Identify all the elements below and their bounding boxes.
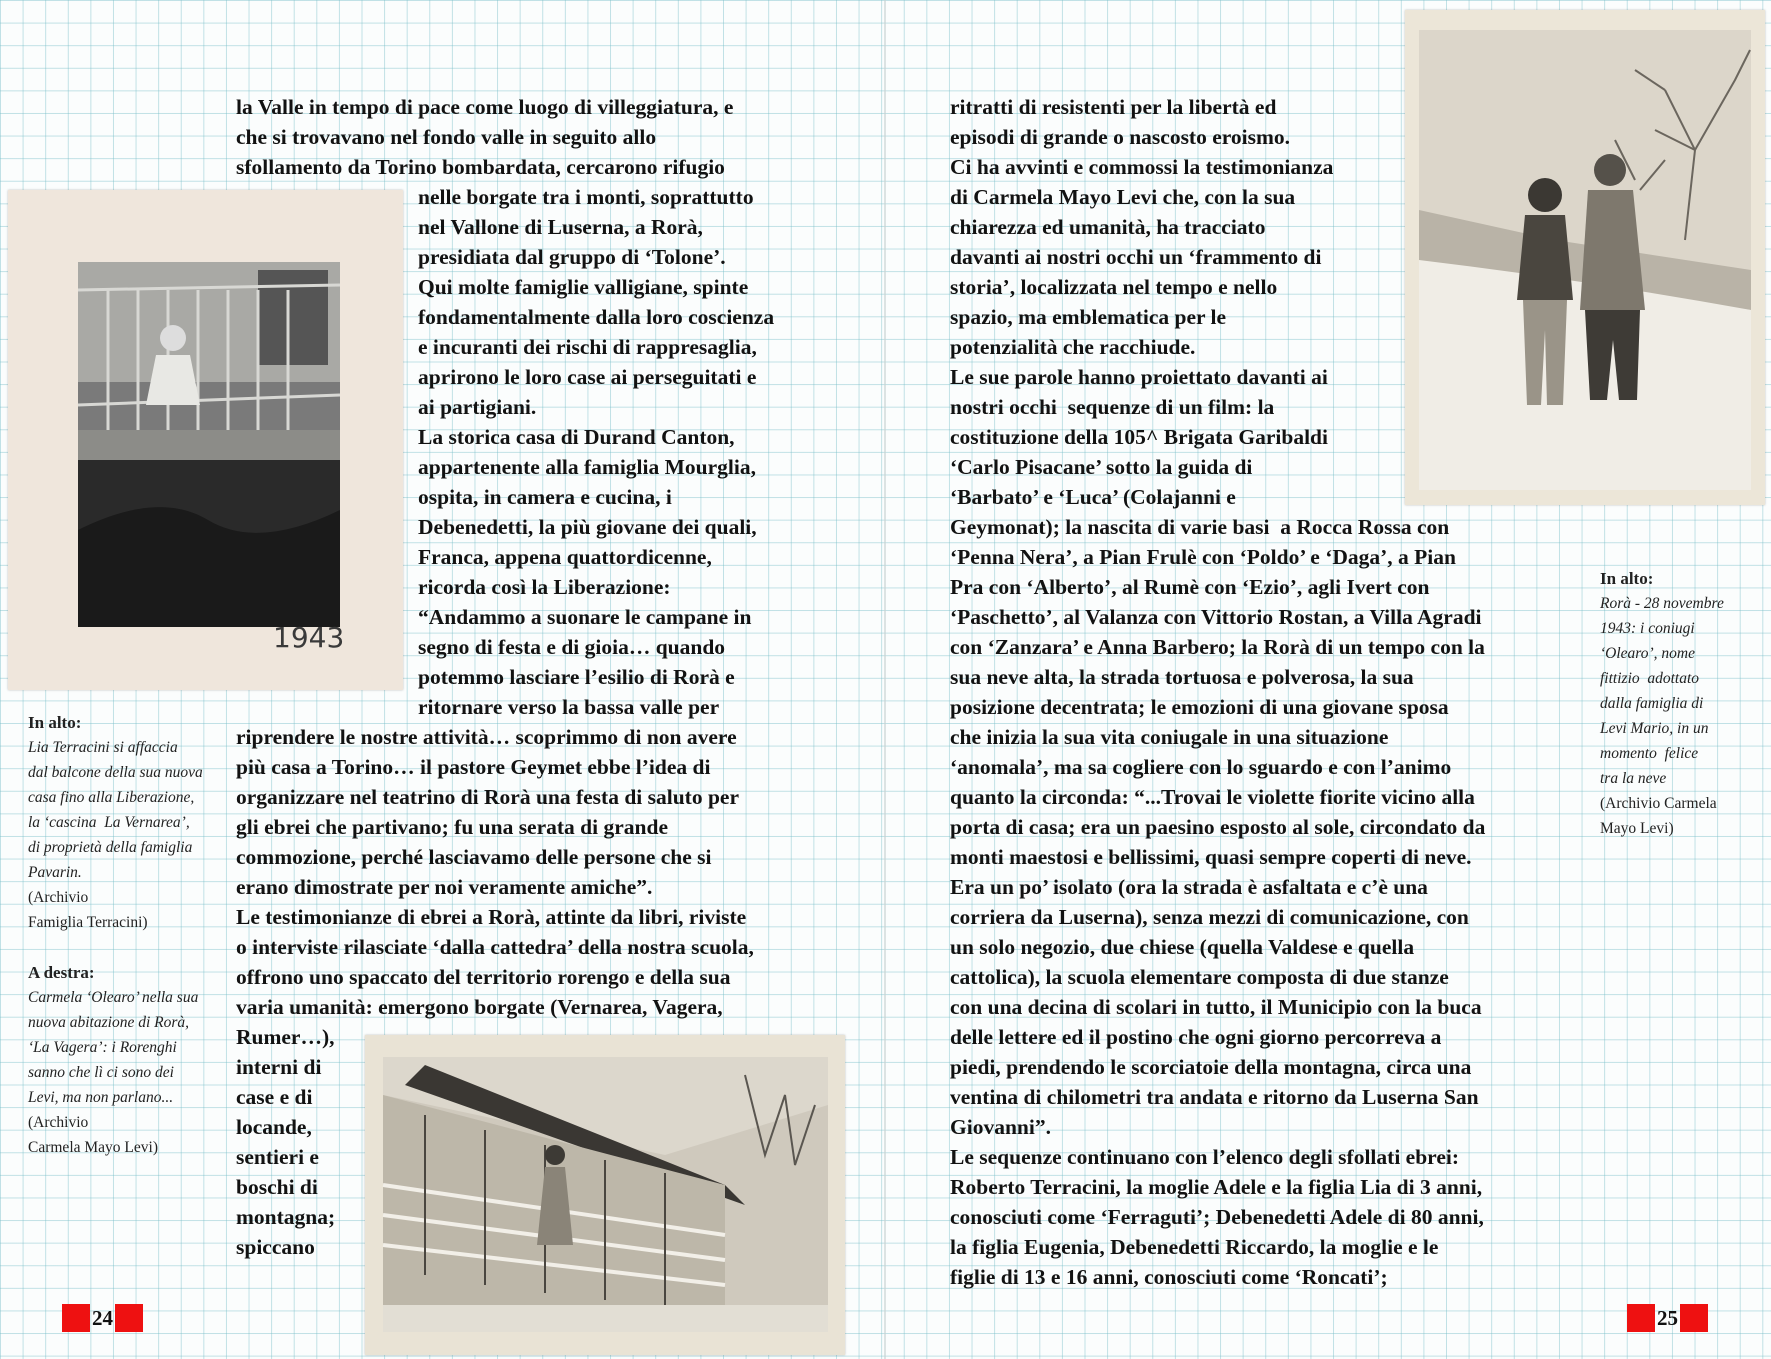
left-column-full: riprendere le nostre attività… scoprimmo di non avere più casa a Torino… il pastore Geymet ebbe l’idea di organizzare nel teatrino di Rorà una festa di saluto per gli ebrei che partivano; fu una serata di grande commozione, perché lasciavamo delle persone che si erano dimostrate per noi veramente amiche”. Le testimonianze di ebrei a Rorà, attinte da libri, riviste o interviste rilasciate ‘dalla cattedra’ della nostra scuola, offrono uno spaccato del territorio rorengo e della sua varia umanità: emergono borgate (Vernarea, Vagera, Rumer…), bbox=[236, 725, 754, 1049]
caption-top-left bbox=[28, 710, 203, 935]
red-square-icon bbox=[62, 1304, 90, 1332]
photo-woman-on-balcony-image bbox=[365, 1035, 845, 1355]
caption-body: Rorà - 28 novembre 1943: i coniugi ‘Olearo’, nome fittizio adottato dalla famiglia di Levi Mario, in un momento felice tra la neve bbox=[1600, 595, 1724, 787]
left-column-narrow: interni di case e di locande, sentieri e boschi di montagna; spiccano bbox=[236, 1055, 336, 1259]
page-number-right bbox=[1627, 1302, 1708, 1334]
photo-couple-in-snow-image bbox=[1405, 10, 1765, 505]
photo-child-on-balcony bbox=[8, 190, 403, 690]
photo-year-label: 1943 bbox=[273, 621, 345, 654]
caption-heading: In alto: bbox=[28, 713, 82, 732]
red-square-icon bbox=[115, 1304, 143, 1332]
red-square-icon bbox=[1627, 1304, 1655, 1332]
caption-body: Lia Terracini si affaccia dal balcone della sua nuova casa fino alla Liberazione, la ‘cascina La Vernarea’, di proprietà della famiglia Pavarin. bbox=[28, 739, 203, 881]
caption-credit: (Archivio Famiglia Terracini) bbox=[28, 889, 148, 931]
caption-credit: (Archivio Carmela Mayo Levi) bbox=[28, 1114, 158, 1156]
page-number-text: 25 bbox=[1657, 1305, 1678, 1330]
photo-couple-in-snow bbox=[1405, 10, 1765, 505]
right-column-full: Geymonat); la nascita di varie basi a Rocca Rossa con ‘Penna Nera’, a Pian Frulè con ‘Poldo’ e ‘Daga’, a Pian Pra con ‘Alberto’, al Rumè con ‘Ezio’, agli Ivert con ‘Paschetto’, al Valanza con Vittorio Rostan, a Villa Agradi con ‘Zanzara’ e Anna Barbero; la Rorà di un tempo con la sua neve alta, la strada tortuosa e polverosa, la sua posizione decentrata; le emozioni di una giovane sposa che inizia la sua vita coniugale in una situazione ‘anomala’, ma sa cogliere con lo sguardo e con l’animo quanto la circonda: “...Trovai le violette fiorite vicino alla porta di casa; era un paesino esposto al sole, circondato da monti maestosi e bellissimi, quasi sempre coperti di neve. Era un po’ isolato (ora la strada è asfaltata e c’è una corriera da Luserna), senza mezzi di comunicazione, con un solo negozio, due chiese (quella Valdese e quella cattolica), la scuola elementare composta di due stanze con una decina di scolari in tutto, il Municipio con la buca delle lettere ed il postino che ogni giorno percorreva a piedi, prendendo le scorciatoie della montagna, circa una ventina di chilometri tra andata e ritorno da Luserna San Giovanni”. Le sequenze continuano con l’elenco degli sfollati ebrei: Roberto Terracini, la moglie Adele e la figlia Lia di 3 anni, conosciuti come ‘Ferraguti’; Debenedetti Adele di 80 anni, la figlia Eugenia, Debenedetti Riccardo, la moglie e le figlie di 13 e 16 anni, conosciuti come ‘Roncati’; bbox=[950, 515, 1486, 1289]
right-page bbox=[885, 0, 1771, 1359]
caption-body: Carmela ‘Olearo’ nella sua nuova abitazione di Rorà, ‘La Vagera’: i Rorenghi sanno che lì ci sono dei Levi, ma non parlano... bbox=[28, 989, 199, 1106]
caption-right-left bbox=[28, 960, 198, 1160]
page-number-left bbox=[62, 1302, 143, 1334]
caption-credit: (Archivio Carmela Mayo Levi) bbox=[1600, 795, 1717, 837]
left-column-indented: nelle borgate tra i monti, soprattutto nel Vallone di Luserna, a Rorà, presidiata dal gruppo di ‘Tolone’. Qui molte famiglie valligiane, spinte fondamentalmente dalla loro coscienza e incuranti dei rischi di rappresaglia, aprirono le loro case ai perseguitati e ai partigiani. La storica casa di Durand Canton, appartenente alla famiglia Mourglia, ospita, in camera e cucina, i Debenedetti, la più giovane dei quali, Franca, appena quattordicenne, ricorda così la Liberazione: “Andammo a suonare le campane in segno di festa e di gioia… quando potemmo lasciare l’esilio di Rorà e ritornare verso la bassa valle per bbox=[418, 185, 775, 719]
page-number-text: 24 bbox=[92, 1305, 113, 1330]
left-page bbox=[0, 0, 885, 1359]
photo-woman-on-balcony bbox=[365, 1035, 845, 1355]
red-square-icon bbox=[1680, 1304, 1708, 1332]
caption-heading: A destra: bbox=[28, 963, 95, 982]
caption-right-page bbox=[1600, 566, 1724, 841]
caption-heading: In alto: bbox=[1600, 569, 1654, 588]
right-column-narrow: ritratti di resistenti per la libertà ed episodi di grande o nascosto eroismo. Ci ha avvinti e commossi la testimonianza di Carmela Mayo Levi che, con la sua chiarezza ed umanità, ha tracciato davanti ai nostri occhi un ‘frammento di storia’, localizzata nel tempo e nello spazio, ma emblematica per le potenzialità che racchiude. Le sue parole hanno proiettato davanti ai nostri occhi sequenze di un film: la costituzione della 105^ Brigata Garibaldi ‘Carlo Pisacane’ sotto la guida di ‘Barbato’ e ‘Luca’ (Colajanni e bbox=[950, 95, 1334, 509]
photo-child-on-balcony-image bbox=[8, 190, 403, 690]
left-column-top: la Valle in tempo di pace come luogo di villeggiatura, e che si trovavano nel fondo valle in seguito allo sfollamento da Torino bombardata, cercarono rifugio bbox=[236, 95, 734, 179]
